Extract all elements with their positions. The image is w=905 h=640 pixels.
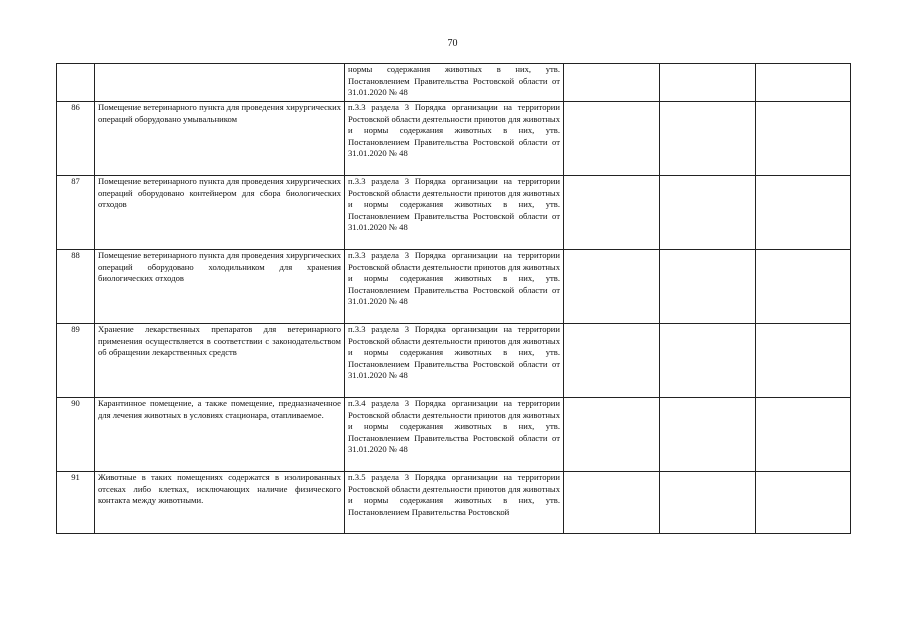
table-row [57, 64, 851, 102]
answer-cell [660, 324, 756, 398]
table-row [57, 102, 851, 176]
table-row [57, 324, 851, 398]
row-number: 91 [57, 472, 95, 534]
row-requirement: п.3.4 раздела 3 Порядка организации на территории Ростовской области деятельности приютов для животных и нормы содержания животных в них, утв. Постановлением Правительства Ростовской области от 31.01.2020 № 48 [345, 398, 564, 472]
page-number: 70 [447, 38, 458, 49]
row-number: 87 [57, 176, 95, 250]
answer-cell [756, 324, 851, 398]
answer-cell [756, 472, 851, 534]
answer-cell [756, 250, 851, 324]
table-row [57, 398, 851, 472]
answer-cell [564, 250, 660, 324]
answer-cell [756, 176, 851, 250]
answer-cell [660, 398, 756, 472]
row-description: Помещение ветеринарного пункта для проведения хирургических операций оборудовано контейнером для сбора биологических отходов [95, 176, 345, 250]
answer-cell [564, 324, 660, 398]
answer-cell [564, 102, 660, 176]
row-description: Хранение лекарственных препаратов для ветеринарного применения осуществляется в соответствии с законодательством об обращении лекарственных средств [95, 324, 345, 398]
row-number: 90 [57, 398, 95, 472]
answer-cell [660, 472, 756, 534]
answer-cell [660, 102, 756, 176]
row-number: 88 [57, 250, 95, 324]
checklist-table [56, 63, 851, 534]
table-row [57, 176, 851, 250]
row-number [57, 64, 95, 102]
table-row [57, 250, 851, 324]
row-description: Помещение ветеринарного пункта для проведения хирургических операций оборудовано холодильником для хранения биологических отходов [95, 250, 345, 324]
answer-cell [660, 176, 756, 250]
row-requirement: п.3.3 раздела 3 Порядка организации на территории Ростовской области деятельности приютов для животных и нормы содержания животных в них, утв. Постановлением Правительства Ростовской области от 31.01.2020 № 48 [345, 324, 564, 398]
row-requirement: п.3.3 раздела 3 Порядка организации на территории Ростовской области деятельности приютов для животных и нормы содержания животных в них, утв. Постановлением Правительства Ростовской области от 31.01.2020 № 48 [345, 250, 564, 324]
answer-cell [756, 64, 851, 102]
answer-cell [564, 176, 660, 250]
answer-cell [756, 398, 851, 472]
answer-cell [660, 250, 756, 324]
row-requirement: п.3.3 раздела 3 Порядка организации на территории Ростовской области деятельности приютов для животных и нормы содержания животных в них, утв. Постановлением Правительства Ростовской области от 31.01.2020 № 48 [345, 176, 564, 250]
row-requirement: п.3.5 раздела 3 Порядка организации на территории Ростовской области деятельности приютов для животных и нормы содержания животных в них, утв. Постановлением Правительства Ростовской [345, 472, 564, 534]
answer-cell [756, 102, 851, 176]
row-description [95, 64, 345, 102]
row-number: 89 [57, 324, 95, 398]
answer-cell [564, 64, 660, 102]
row-description: Животные в таких помещениях содержатся в изолированных отсеках либо клетках, исключающих наличие физического контакта между животными. [95, 472, 345, 534]
answer-cell [660, 64, 756, 102]
row-requirement: нормы содержания животных в них, утв. Постановлением Правительства Ростовской области от 31.01.2020 № 48 [345, 64, 564, 102]
answer-cell [564, 472, 660, 534]
row-number: 86 [57, 102, 95, 176]
answer-cell [564, 398, 660, 472]
row-description: Помещение ветеринарного пункта для проведения хирургических операций оборудовано умывальником [95, 102, 345, 176]
row-requirement: п.3.3 раздела 3 Порядка организации на территории Ростовской области деятельности приютов для животных и нормы содержания животных в них, утв. Постановлением Правительства Ростовской области от 31.01.2020 № 48 [345, 102, 564, 176]
row-description: Карантинное помещение, а также помещение, предназначенное для лечения животных в условиях стационара, отапливаемое. [95, 398, 345, 472]
table-row [57, 472, 851, 534]
